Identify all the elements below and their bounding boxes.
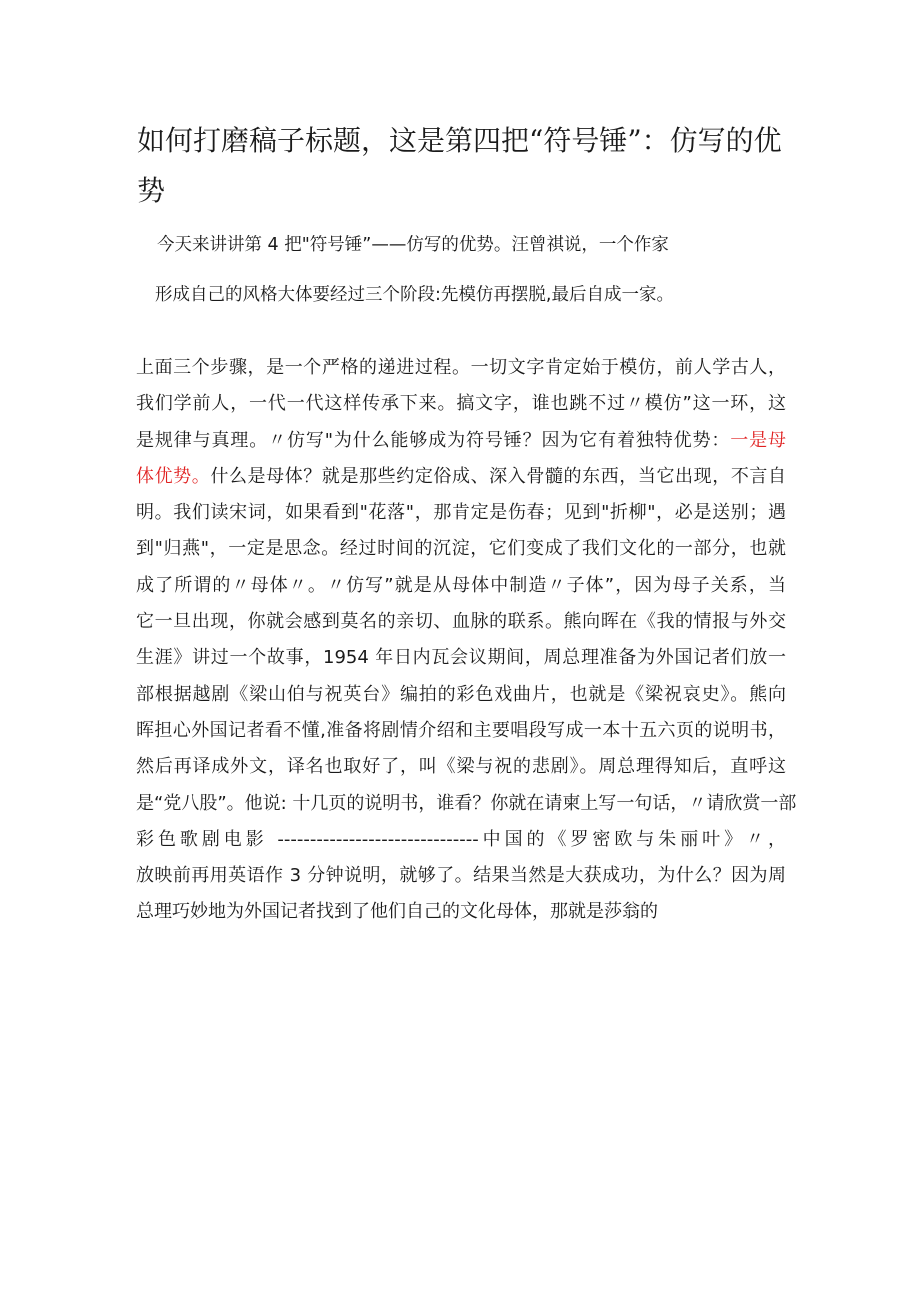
body-line-11: 晖担心外国记者看不懂,准备将剧情介绍和主要唱段写成一本十五六页的说明书， [136,719,786,741]
body-line-3 [136,423,786,459]
body-line-8: 它一旦出现，你就会感到莫名的亲切、血脉的联系。熊向晖在《我的情报与外交 [136,611,786,633]
body-line-5: 明。我们读宋词，如果看到"花落"，那肯定是伤春；见到"折柳"，必是送别；遇 [136,502,786,524]
body-line-15: 放映前再用英语作 3 分钟说明，就够了。结果当然是大获成功，为什么？因为周 [136,865,786,887]
body-line-9: 生涯》讲过一个故事，1954 年日内瓦会议期间，周总理准备为外国记者们放一 [136,647,786,669]
body-line-1: 上面三个步骤，是一个严格的递进过程。一切文字肯定始于模仿，前人学古人， [136,357,786,378]
body-line-14: 彩色歌剧电影 -------------------------------中国的《罗密欧与朱丽叶》〃， [136,828,786,850]
intro-line-1: 今天来讲讲第 4 把"符号锤”——仿写的优势。汪曾祺说，一个作家 [157,235,669,255]
body-line-4 [136,459,786,495]
highlight-mother-advantage-1: 一是母 [730,429,786,451]
body-line-12: 然后再译成外文，译名也取好了，叫《梁与祝的悲剧》。周总理得知后，直呼这 [136,756,786,778]
body-line-4-text: 什么是母体？就是那些约定俗成、深入骨髓的东西，当它出现，不言自 [210,465,787,487]
body-line-6: 到"归燕"，一定是思念。经过时间的沉淀，它们变成了我们文化的一部分，也就 [136,538,786,560]
body-line-7: 成了所谓的〃母体〃。〃仿写”就是从母体中制造〃子体”，因为母子关系，当 [136,574,786,596]
body-line-10: 部根据越剧《梁山伯与祝英台》编拍的彩色戏曲片，也就是《梁祝哀史》。熊向 [136,683,786,705]
highlight-mother-advantage-2: 体优势。 [136,465,211,487]
intro-line-2: 形成自己的风格大体要经过三个阶段:先模仿再摆脱,最后自成一家。 [155,285,674,305]
article-title: 如何打磨稿子标题，这是第四把“符号锤”：仿写的优势 [137,124,782,207]
body-line-3-text: 是规律与真理。〃仿写"为什么能够成为符号锤？因为它有着独特优势： [136,429,731,451]
body-line-13: 是“党八股”。他说: 十几页的说明书，谁看？你就在请柬上写一句话，〃请欣赏一部 [136,792,797,814]
body-line-2: 我们学前人，一代一代这样传承下来。搞文字，谁也跳不过〃模仿”这一环，这 [136,393,786,415]
article-body [136,350,797,931]
body-line-16: 总理巧妙地为外国记者找到了他们自己的文化母体，那就是莎翁的 [136,901,658,923]
